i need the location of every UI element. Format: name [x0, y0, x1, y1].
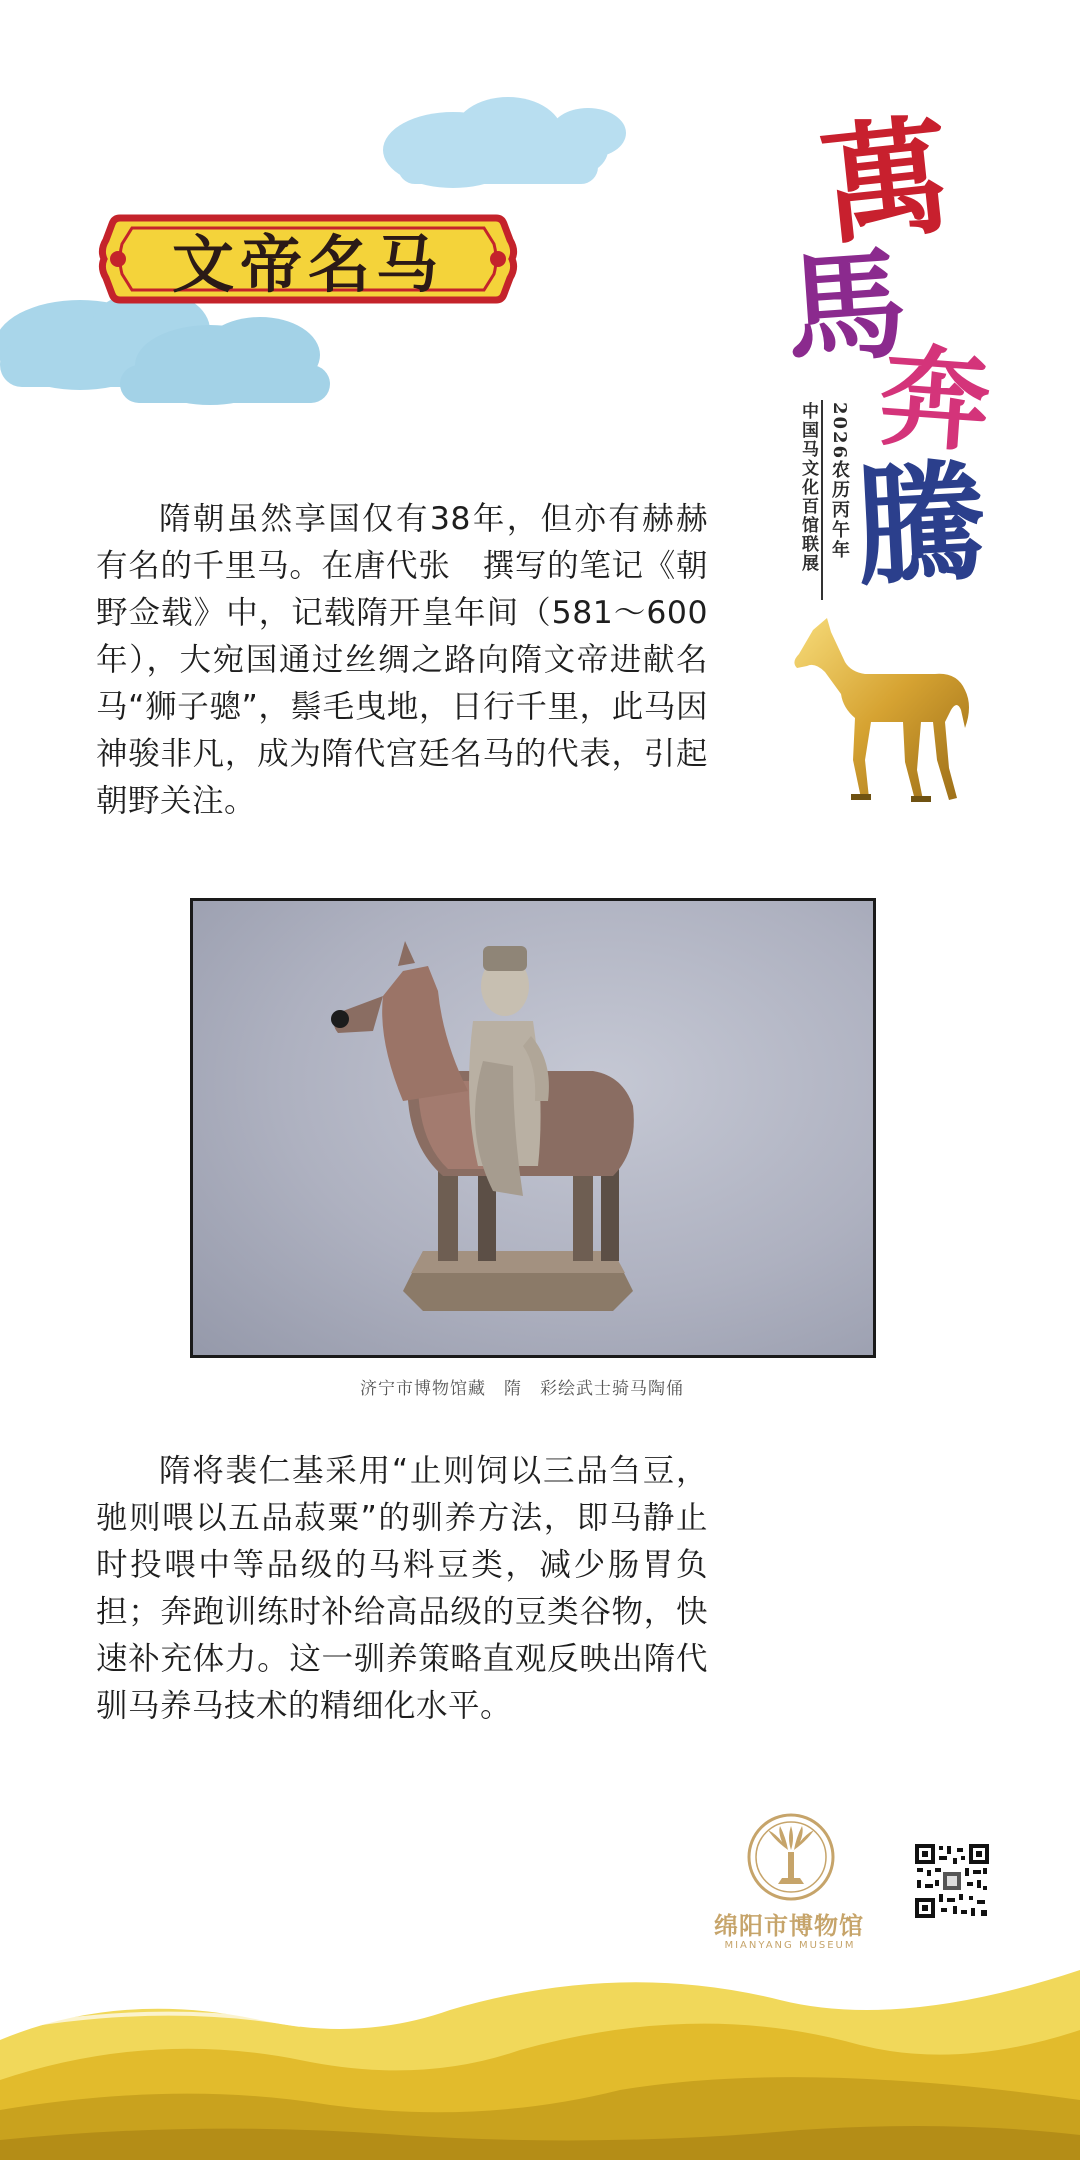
subtitle-year: 2026农历丙午年 [829, 402, 850, 561]
museum-logo-icon [746, 1812, 836, 1902]
intro-paragraph: 隋朝虽然享国仅有38年，但亦有赫赫有名的千里马。在唐代张 撰写的笔记《朝野佥载》中，记载隋开皇年间（581～600年），大宛国通过丝绸之路向隋文帝进献名马“狮子骢”，鬃毛曳地，日行千里，此马因神骏非凡，成为隋代宫廷名马的代表，引起朝野关注。 [96, 501, 708, 819]
side-title-char-2: 馬 [781, 232, 911, 383]
second-paragraph: 隋将裴仁基采用“止则饲以三品刍豆，驰则喂以五品菽粟”的驯养方法，即马静止时投喂中等品级的马料豆类，减少肠胃负担；奔跑训练时补给高品级的豆类谷物，快速补充体力。这一驯养策略直观反映出隋代驯马养马技术的精细化水平。 [96, 1453, 708, 1724]
subtitle-event: 中国马文化百馆联展 [798, 402, 818, 573]
banner-title: 文帝名马 [171, 227, 444, 301]
golden-horse-image [785, 610, 985, 810]
cloud-top-right [378, 95, 628, 195]
bottom-hills-decoration [0, 1950, 1080, 2160]
artifact-photo [190, 898, 876, 1358]
side-title-char-4: 騰 [852, 444, 990, 605]
museum-name-en: MIANYANG MUSEUM [724, 1940, 856, 1951]
side-title-char-3: 奔 [875, 331, 995, 468]
subtitle-divider [821, 400, 823, 600]
qr-code-icon[interactable] [913, 1842, 991, 1920]
museum-name: 绵阳市博物馆 [714, 1911, 864, 1940]
title-banner [98, 210, 518, 308]
side-title-char-1: 萬 [814, 100, 958, 264]
photo-caption: 济宁市博物馆藏 隋 彩绘武士骑马陶俑 [360, 1379, 684, 1399]
